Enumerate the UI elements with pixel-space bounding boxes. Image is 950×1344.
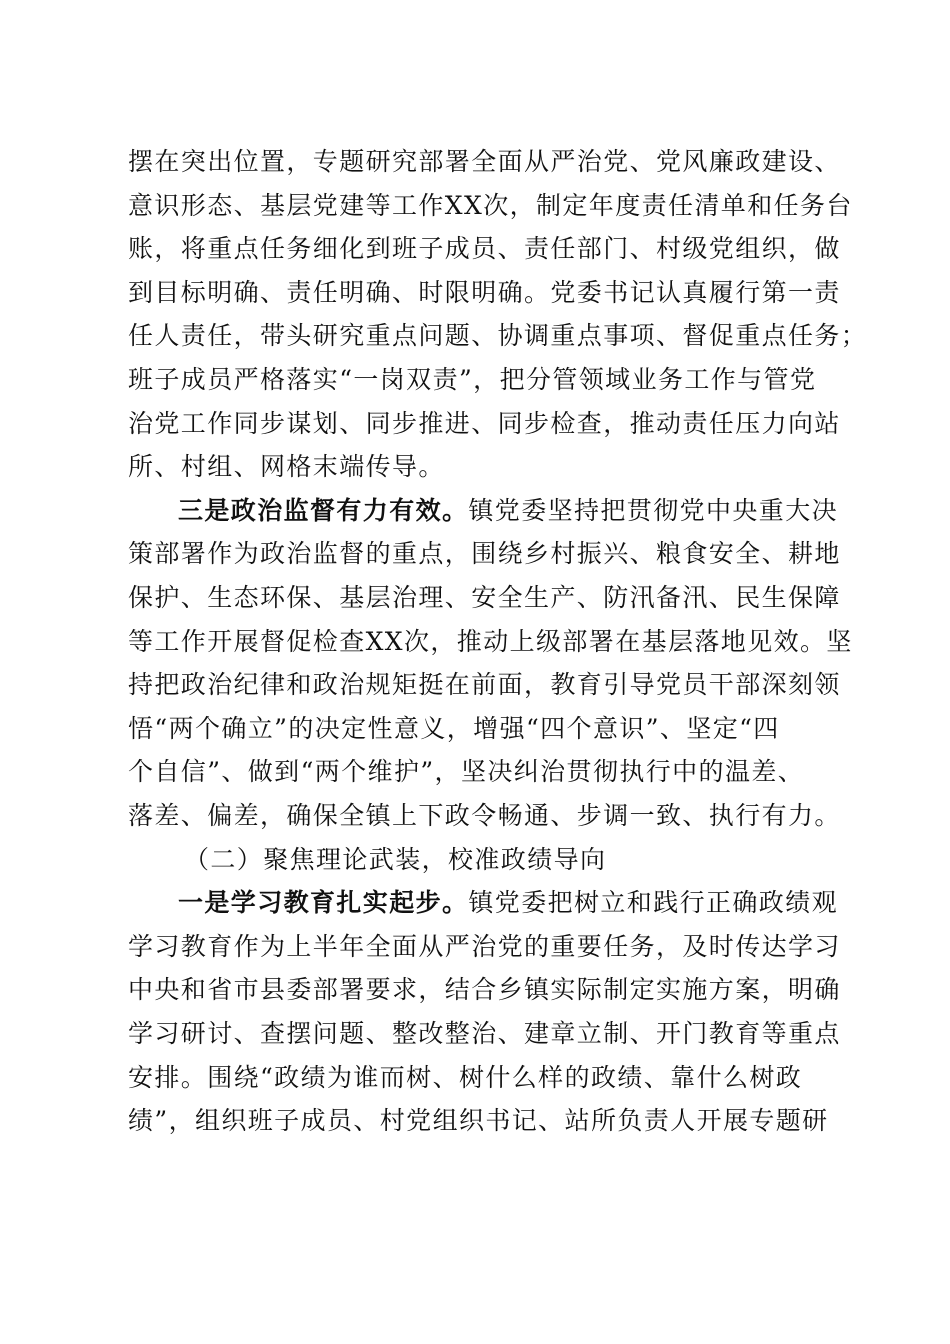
text-segment: 等工作开展督促检查XX次，推动上级部署在基层落地见效。坚 xyxy=(128,626,853,656)
text-line xyxy=(128,358,848,402)
text-line xyxy=(128,663,848,707)
text-line xyxy=(128,140,848,184)
text-line xyxy=(128,314,868,358)
text-segment: 意识形态、基层党建等工作XX次，制定年度责任清单和任务台 xyxy=(128,190,853,220)
text-line xyxy=(128,271,848,315)
text-line xyxy=(128,1012,848,1056)
text-segment: 个自信”、做到“两个维护”，坚决纠治贯彻执行中的温差、 xyxy=(128,757,805,787)
text-segment: 保护、生态环保、基层治理、安全生产、防汛备汛、民生保障 xyxy=(128,583,841,612)
text-segment: （二）聚焦理论武装，校准政绩导向 xyxy=(184,844,607,874)
text-segment: 摆在突出位置，专题研究部署全面从严治党、党风廉政建设、 xyxy=(128,147,841,176)
text-line xyxy=(128,532,848,576)
text-segment: 策部署作为政治监督的重点，围绕乡村振兴、粮食安全、耕地 xyxy=(128,539,841,569)
text-line xyxy=(128,1056,848,1100)
bold-lead-phrase: 一是学习教育扎实起步。 xyxy=(178,888,469,918)
text-line xyxy=(128,227,848,271)
text-line xyxy=(178,881,858,925)
text-segment: 账，将重点任务细化到班子成员、责任部门、村级党组织，做 xyxy=(128,234,841,264)
text-segment: 所、村组、网格末端传导。 xyxy=(128,452,445,482)
text-line xyxy=(128,576,848,620)
text-segment: 班子成员严格落实“一岗双责”，把分管领域业务工作与管党 xyxy=(128,365,817,394)
text-segment: 落差、偏差，确保全镇上下政令畅通、步调一致、执行有力。 xyxy=(128,801,841,830)
text-line xyxy=(128,707,848,751)
text-segment: 绩”，组织班子成员、村党组织书记、站所负责人开展专题研 xyxy=(128,1106,829,1136)
text-segment: 到目标明确、责任明确、时限明确。党委书记认真履行第一责 xyxy=(128,277,841,307)
text-line xyxy=(128,794,848,838)
text-segment: 中央和省市县委部署要求，结合乡镇实际制定实施方案，明确 xyxy=(128,975,841,1005)
text-line xyxy=(128,445,848,489)
text-line xyxy=(128,968,848,1012)
text-segment: 安排。围绕“政绩为谁而树、树什么样的政绩、靠什么树政 xyxy=(128,1062,803,1092)
text-segment: 治党工作同步谋划、同步推进、同步检查，推动责任压力向站 xyxy=(128,408,841,438)
text-segment: 镇党委把树立和践行正确政绩观 xyxy=(468,888,839,918)
text-line xyxy=(128,620,853,664)
text-segment: 悟“两个确立”的决定性意义，增强“四个意识”、坚定“四 xyxy=(128,713,780,743)
text-line xyxy=(128,750,848,794)
text-line xyxy=(128,402,848,446)
section-heading xyxy=(184,838,904,882)
bold-lead-phrase: 三是政治监督有力有效。 xyxy=(178,495,469,525)
text-segment: 学习研讨、查摆问题、整改整治、建章立制、开门教育等重点 xyxy=(128,1019,841,1048)
text-line xyxy=(128,1099,848,1143)
text-segment: 学习教育作为上半年全面从严治党的重要任务，及时传达学习 xyxy=(128,931,841,961)
text-segment: 任人责任，带头研究重点问题、协调重点事项、督促重点任务； xyxy=(128,321,868,351)
text-line xyxy=(178,489,858,533)
text-line xyxy=(128,184,853,228)
text-line xyxy=(128,925,848,969)
text-segment: 镇党委坚持把贯彻党中央重大决 xyxy=(468,495,839,525)
text-segment: 持把政治纪律和政治规矩挺在前面，教育引导党员干部深刻领 xyxy=(128,670,841,700)
